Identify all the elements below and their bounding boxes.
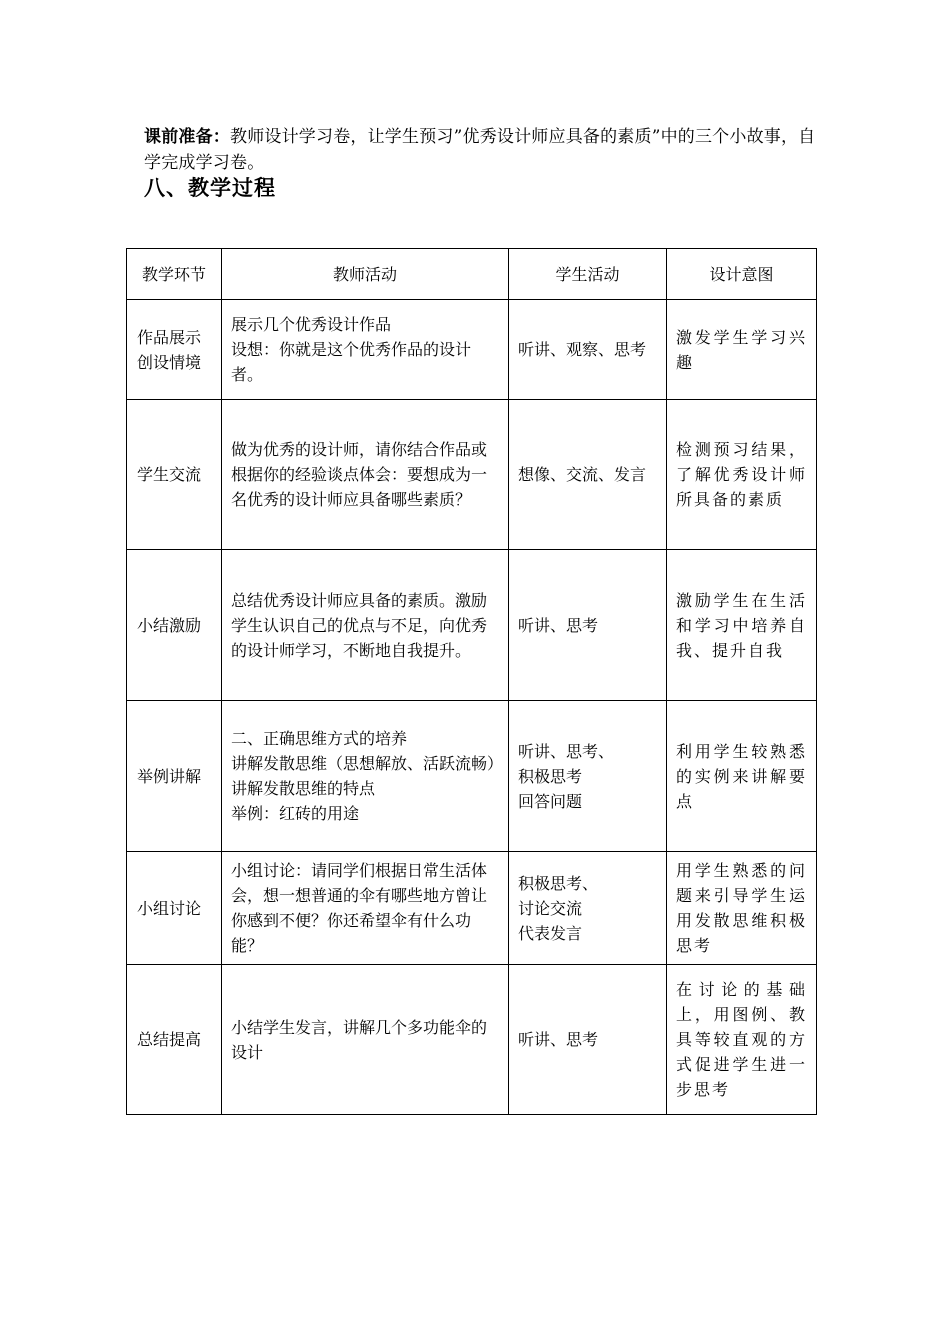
table-row xyxy=(127,300,817,400)
teacher-activity-line: 举例：红砖的用途 xyxy=(231,804,360,823)
header-stage: 教学环节 xyxy=(127,249,222,300)
stage-cell: 小结激励 xyxy=(127,550,222,701)
design-intent-cell: 检测预习结果，了解优秀设计师所具备的素质 xyxy=(667,400,817,550)
teacher-activity-cell xyxy=(222,965,509,1115)
design-intent-cell: 激励学生在生活和学习中培养自我、提升自我 xyxy=(667,550,817,701)
stage-cell: 小组讨论 xyxy=(127,852,222,965)
teacher-activity-line: 讲解发散思维（思想解放、活跃流畅） xyxy=(231,754,504,773)
student-activity-line: 积极思考 xyxy=(518,766,583,786)
teacher-activity-cell xyxy=(222,400,509,550)
stage-cell: 总结提高 xyxy=(127,965,222,1115)
table-row xyxy=(127,852,817,965)
teacher-activity-line: 小结学生发言，讲解几个多功能伞的设计 xyxy=(231,1017,488,1062)
section-title: 八、教学过程 xyxy=(144,176,276,200)
student-activity-cell xyxy=(509,550,667,701)
student-activity-line: 讨论交流 xyxy=(518,898,583,918)
student-activity-line: 听讲、思考、 xyxy=(518,741,615,761)
student-activity-cell xyxy=(509,701,667,852)
stage-cell: 学生交流 xyxy=(127,400,222,550)
teacher-activity-line: 讲解发散思维的特点 xyxy=(231,779,376,798)
preparation-text: 教师设计学习卷，让学生预习”优秀设计师应具备的素质”中的三个小故事，自学完成学习卷。 xyxy=(144,127,816,173)
student-activity-line: 积极思考、 xyxy=(518,873,599,893)
teaching-process-table xyxy=(126,248,817,1115)
header-design-intent: 设计意图 xyxy=(667,249,817,300)
teacher-activity-line: 二、正确思维方式的培养 xyxy=(231,729,408,748)
header-student-activity: 学生活动 xyxy=(509,249,667,300)
table-row xyxy=(127,965,817,1115)
preparation-label: 课前准备： xyxy=(144,127,230,147)
teacher-activity-line: 展示几个优秀设计作品 xyxy=(231,315,392,334)
student-activity-cell xyxy=(509,965,667,1115)
lesson-preparation xyxy=(144,124,816,176)
teacher-activity-line: 总结优秀设计师应具备的素质。激励学生认识自己的优点与不足，向优秀的设计师学习，不断地自我提升。 xyxy=(231,590,488,660)
table-header-row xyxy=(127,249,817,300)
teacher-activity-line: 设想：你就是这个优秀作品的设计者。 xyxy=(231,340,472,384)
table-row xyxy=(127,701,817,852)
design-intent-cell: 在讨论的基础上，用图例、教具等较直观的方式促进学生进一步思考 xyxy=(667,965,817,1115)
student-activity-cell xyxy=(509,852,667,965)
table-row xyxy=(127,400,817,550)
teacher-activity-cell xyxy=(222,701,509,852)
student-activity-line: 听讲、观察、思考 xyxy=(518,340,647,359)
student-activity-line: 想像、交流、发言 xyxy=(518,465,647,484)
design-intent-cell: 利用学生较熟悉的实例来讲解要点 xyxy=(667,701,817,852)
stage-cell: 举例讲解 xyxy=(127,701,222,852)
teacher-activity-line: 做为优秀的设计师，请你结合作品或根据你的经验谈点体会：要想成为一名优秀的设计师应具备哪些素质？ xyxy=(231,440,488,509)
student-activity-line: 代表发言 xyxy=(518,923,583,943)
student-activity-line: 听讲、思考 xyxy=(518,1030,599,1049)
student-activity-line: 回答问题 xyxy=(518,791,583,811)
table-row xyxy=(127,550,817,701)
teacher-activity-cell xyxy=(222,550,509,701)
teacher-activity-line: 小组讨论：请同学们根据日常生活体会，想一想普通的伞有哪些地方曾让你感到不便？你还希望伞有什么功能？ xyxy=(231,861,488,955)
design-intent-cell: 用学生熟悉的问题来引导学生运用发散思维积极思考 xyxy=(667,852,817,965)
student-activity-cell xyxy=(509,300,667,400)
design-intent-cell: 激发学生学习兴趣 xyxy=(667,300,817,400)
teacher-activity-cell xyxy=(222,300,509,400)
stage-cell: 作品展示创设情境 xyxy=(127,300,222,400)
header-teacher-activity: 教师活动 xyxy=(222,249,509,300)
teacher-activity-cell xyxy=(222,852,509,965)
student-activity-line: 听讲、思考 xyxy=(518,615,599,635)
student-activity-cell xyxy=(509,400,667,550)
